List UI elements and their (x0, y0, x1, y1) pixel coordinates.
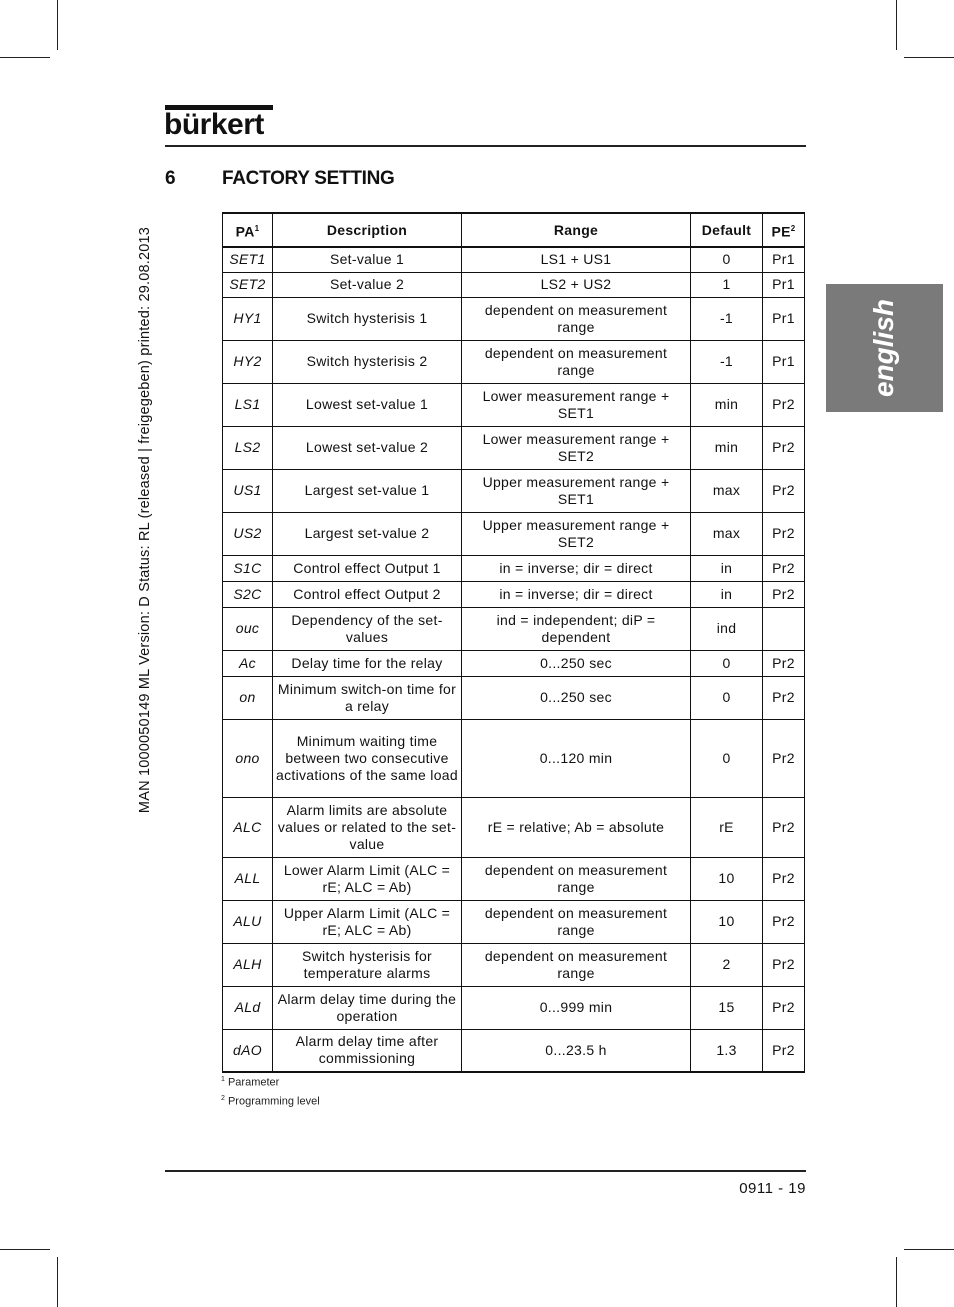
description-cell: Switch hysterisis 2 (273, 340, 462, 383)
crop-mark (896, 0, 897, 50)
table-row (223, 340, 805, 383)
range-cell: dependent on measurement range (462, 900, 691, 943)
default-cell: in (691, 581, 763, 607)
description-cell: Lower Alarm Limit (ALC = rE; ALC = Ab) (273, 857, 462, 900)
param-cell: US2 (223, 512, 273, 555)
table-row (223, 607, 805, 650)
range-cell: 0...120 min (462, 719, 691, 797)
header-description: Description (273, 213, 462, 247)
description-cell: Lowest set-value 1 (273, 383, 462, 426)
level-cell: Pr2 (763, 719, 805, 797)
param-cell: ALd (223, 986, 273, 1029)
level-cell: Pr1 (763, 272, 805, 297)
param-cell: ono (223, 719, 273, 797)
level-cell: Pr1 (763, 247, 805, 272)
default-cell: 0 (691, 676, 763, 719)
range-cell: Lower measurement range + SET1 (462, 383, 691, 426)
level-cell (763, 607, 805, 650)
section-title: FACTORY SETTING (222, 168, 395, 189)
default-cell: ind (691, 607, 763, 650)
factory-settings-table (222, 212, 805, 1073)
description-cell: Minimum waiting time between two consecutive activations of the same load (273, 719, 462, 797)
default-cell: 10 (691, 857, 763, 900)
range-cell: in = inverse; dir = direct (462, 581, 691, 607)
crop-mark (896, 1257, 897, 1307)
table-row (223, 943, 805, 986)
description-cell: Switch hysterisis for temperature alarms (273, 943, 462, 986)
description-cell: Lowest set-value 2 (273, 426, 462, 469)
range-cell: LS1 + US1 (462, 247, 691, 272)
description-cell: Upper Alarm Limit (ALC = rE; ALC = Ab) (273, 900, 462, 943)
range-cell: Lower measurement range + SET2 (462, 426, 691, 469)
param-cell: SET1 (223, 247, 273, 272)
param-cell: SET2 (223, 272, 273, 297)
param-cell: S2C (223, 581, 273, 607)
param-cell: ALU (223, 900, 273, 943)
default-cell: rE (691, 797, 763, 857)
range-cell: dependent on measurement range (462, 297, 691, 340)
language-tab-label: english (868, 298, 899, 398)
table-row (223, 247, 805, 272)
table-row (223, 426, 805, 469)
header-default: Default (691, 213, 763, 247)
page-number: 0911 - 19 (739, 1180, 806, 1197)
table-row (223, 469, 805, 512)
description-cell: Set-value 2 (273, 272, 462, 297)
param-cell: US1 (223, 469, 273, 512)
default-cell: 0 (691, 719, 763, 797)
footnote-2: $^2$ Programming level (221, 1095, 320, 1108)
range-cell: 0...23.5 h (462, 1029, 691, 1072)
param-cell: HY2 (223, 340, 273, 383)
table-row (223, 900, 805, 943)
default-cell: 1 (691, 272, 763, 297)
table-row (223, 857, 805, 900)
description-cell: Alarm delay time during the operation (273, 986, 462, 1029)
crop-mark (57, 0, 58, 50)
description-cell: Dependency of the set-values (273, 607, 462, 650)
table-row (223, 676, 805, 719)
param-cell: Ac (223, 650, 273, 676)
level-cell: Pr2 (763, 857, 805, 900)
table-row (223, 272, 805, 297)
crop-mark (904, 1249, 954, 1250)
level-cell: Pr2 (763, 426, 805, 469)
burkert-logo (165, 105, 275, 140)
header-range: Range (462, 213, 691, 247)
logo-text: bürkert (164, 108, 264, 141)
footer-rule (165, 1170, 806, 1172)
level-cell: Pr2 (763, 512, 805, 555)
level-cell: Pr2 (763, 555, 805, 581)
param-cell: S1C (223, 555, 273, 581)
range-cell: rE = relative; Ab = absolute (462, 797, 691, 857)
param-cell: LS1 (223, 383, 273, 426)
param-cell: ALC (223, 797, 273, 857)
header-pe: $PE^2$ (763, 213, 805, 247)
range-cell: 0...250 sec (462, 676, 691, 719)
header-pa: $PA^1$ (223, 213, 273, 247)
param-cell: ouc (223, 607, 273, 650)
table-row (223, 555, 805, 581)
param-cell: ALH (223, 943, 273, 986)
level-cell: Pr2 (763, 1029, 805, 1072)
crop-mark (0, 57, 50, 58)
default-cell: max (691, 469, 763, 512)
default-cell: 15 (691, 986, 763, 1029)
range-cell: dependent on measurement range (462, 943, 691, 986)
default-cell: in (691, 555, 763, 581)
level-cell: Pr2 (763, 383, 805, 426)
default-cell: min (691, 383, 763, 426)
crop-mark (904, 57, 954, 58)
default-cell: min (691, 426, 763, 469)
param-cell: dAO (223, 1029, 273, 1072)
default-cell: -1 (691, 340, 763, 383)
range-cell: dependent on measurement range (462, 340, 691, 383)
section-number: 6 (165, 168, 176, 189)
range-cell: in = inverse; dir = direct (462, 555, 691, 581)
document-meta-vertical: MAN 1000050149 ML Version: D Status: RL (released | freigegeben) printed: 29.08.2013 (137, 226, 153, 814)
level-cell: Pr2 (763, 650, 805, 676)
description-cell: Set-value 1 (273, 247, 462, 272)
level-cell: Pr2 (763, 900, 805, 943)
level-cell: Pr2 (763, 581, 805, 607)
table-row (223, 383, 805, 426)
param-cell: LS2 (223, 426, 273, 469)
description-cell: Delay time for the relay (273, 650, 462, 676)
description-cell: Minimum switch-on time for a relay (273, 676, 462, 719)
description-cell: Alarm delay time after commissioning (273, 1029, 462, 1072)
range-cell: 0...999 min (462, 986, 691, 1029)
language-tab (826, 284, 943, 412)
level-cell: Pr2 (763, 797, 805, 857)
description-cell: Largest set-value 1 (273, 469, 462, 512)
crop-mark (0, 1249, 50, 1250)
footnote-1: $^1$ Parameter (221, 1076, 280, 1089)
level-cell: Pr1 (763, 340, 805, 383)
description-cell: Control effect Output 1 (273, 555, 462, 581)
param-cell: on (223, 676, 273, 719)
description-cell: Control effect Output 2 (273, 581, 462, 607)
header-rule (165, 145, 806, 147)
default-cell: -1 (691, 297, 763, 340)
table-row (223, 1029, 805, 1072)
level-cell: Pr2 (763, 943, 805, 986)
range-cell: LS2 + US2 (462, 272, 691, 297)
table-row (223, 581, 805, 607)
range-cell: ind = independent; diP = dependent (462, 607, 691, 650)
table-row (223, 512, 805, 555)
level-cell: Pr1 (763, 297, 805, 340)
param-cell: ALL (223, 857, 273, 900)
description-cell: Switch hysterisis 1 (273, 297, 462, 340)
level-cell: Pr2 (763, 986, 805, 1029)
default-cell: max (691, 512, 763, 555)
table-row (223, 986, 805, 1029)
description-cell: Alarm limits are absolute values or related to the set-value (273, 797, 462, 857)
table-header-row (223, 213, 805, 247)
table-row (223, 297, 805, 340)
level-cell: Pr2 (763, 469, 805, 512)
description-cell: Largest set-value 2 (273, 512, 462, 555)
default-cell: 1.3 (691, 1029, 763, 1072)
table-row (223, 719, 805, 797)
default-cell: 0 (691, 247, 763, 272)
range-cell: Upper measurement range + SET1 (462, 469, 691, 512)
default-cell: 2 (691, 943, 763, 986)
default-cell: 0 (691, 650, 763, 676)
table-row (223, 650, 805, 676)
table-row (223, 797, 805, 857)
param-cell: HY1 (223, 297, 273, 340)
default-cell: 10 (691, 900, 763, 943)
range-cell: 0...250 sec (462, 650, 691, 676)
range-cell: dependent on measurement range (462, 857, 691, 900)
level-cell: Pr2 (763, 676, 805, 719)
crop-mark (57, 1257, 58, 1307)
range-cell: Upper measurement range + SET2 (462, 512, 691, 555)
